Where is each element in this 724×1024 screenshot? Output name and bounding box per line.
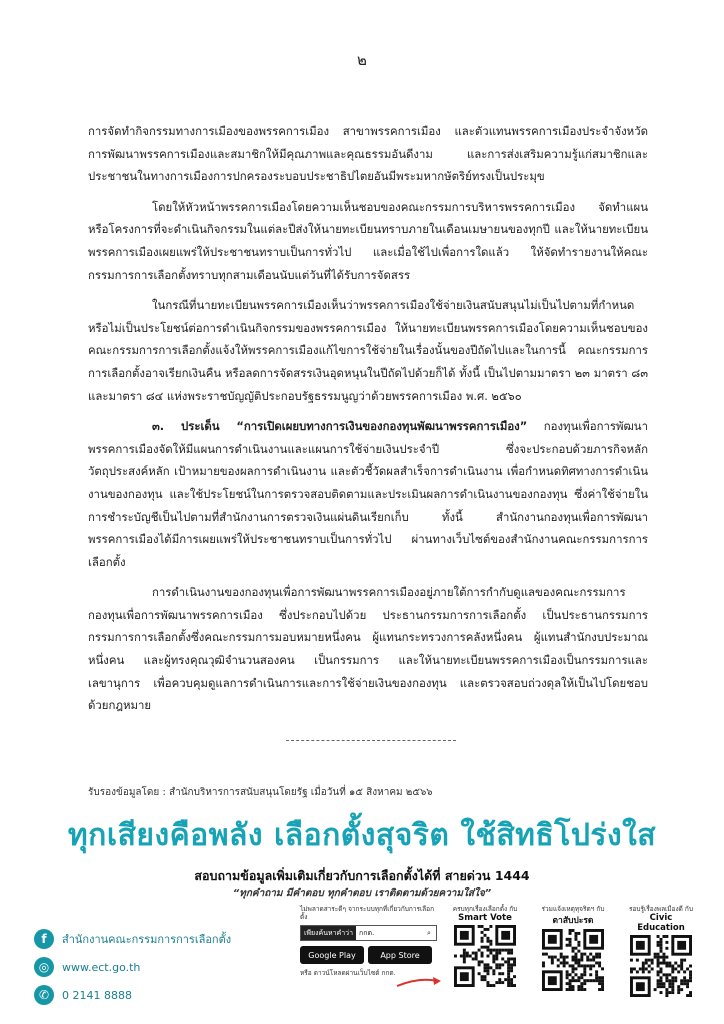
paragraph-2: โดยให้หัวหน้าพรรคการเมืองโดยความเห็นชอบของคณะกรรมการบริหารพรรคการเมือง จัดทำแผนหรือโครงการที่จะดำเนินกิจกรรมในแต่ละปีส่งให้นายทะเบียนทราบภายในเดือนเมษายนของทุกปี และให้นายทะเบียนพรรคการเมืองเผยแพร่ให้ประชาชนทราบเป็นการทั่วไป และเมื่อใช้ไปเพื่อการใดแล้ว ให้จัดทำรายงานให้คณะกรรมการการเลือกตั้งทราบทุกสามเดือนนับแต่วันที่ได้รับการจัดสรร [88, 199, 648, 282]
app-search-value: กกต. [359, 928, 375, 937]
section-heading: ๓. ประเด็น “การเปิดเผยบทางการเงินของกองทุนพัฒนาพรรคการเมือง” [152, 419, 528, 434]
tagline-text: “ทุกคำถาม มีคำตอบ ทุกคำตอบ เราติดตามด้วยความใส่ใจ” [232, 888, 492, 899]
section-divider [286, 740, 456, 741]
paragraph-4 [88, 415, 648, 573]
app-store-badge[interactable]: App Store [368, 946, 432, 964]
app-download-box [300, 905, 440, 978]
contact-facebook-text: สำนักงานคณะกรรมการการเลือกตั้ง [62, 933, 232, 946]
qr-code-icon[interactable] [630, 935, 692, 997]
download-note: หรือ ดาวน์โหลดผ่านเว็บไซต์ กกต. [300, 969, 396, 977]
globe-icon: ◎ [34, 957, 54, 977]
paragraph-5: การดำเนินงานของกองทุนเพื่อการพัฒนาพรรคการเมืองอยู่ภายใต้การกำกับดูแลของคณะกรรมการกองทุนเพื่อการพัฒนาพรรคการเมือง ซึ่งประกอบไปด้วย ประธานกรรมการการเลือกตั้ง เป็นประธานกรรมการ กรรมการการเลือกตั้งซึ่งคณะกรรมการมอบหมายหนึ่งคน ผู้แทนกระทรวงการคลังหนึ่งคน ผู้แทนสำนักงบประมาณหนึ่งคน และผู้ทรงคุณวุฒิจำนวนสองคน เป็นกรรมการ และให้นายทะเบียนพรรคการเมืองเป็นกรรมการและเลขานุการ เพื่อควบคุมดูแลการดำเนินการและการใช้จ่ายเงินของกองทุน และตรวจสอบถ่วงดุลให้เป็นไปโดยชอบด้วยกฎหมาย [88, 585, 648, 713]
contact-facebook[interactable] [34, 926, 231, 952]
paragraph-4-text: กองทุนเพื่อการพัฒนาพรรคการเมืองจัดให้มีแผนการดำเนินงานและแผนการใช้จ่ายเงินประจำปี ซึ่งจะประกอบด้วยภารกิจหลัก วัตถุประสงค์หลัก เป้าหมายของผลการดำเนินงาน และตัวชี้วัดผลสำเร็จการดำเนินงาน เพื่อกำหนดทิศทางการดำเนินงานของกองทุน และใช้ประโยชน์ในการตรวจสอบติดตามและประเมินผลการดำเนินงานของกองทุน ซึ่งค่าใช้จ่ายในการชำระบัญชีเป็นไปตามที่สำนักงานการตรวจเงินแผ่นดินเรียกเก็บ ทั้งนี้ สำนักงานกองทุนเพื่อการพัฒนาพรรคการเมืองได้มีการเผยแพร่ให้ประชาชนทราบเป็นการทั่วไป ผ่านทางเว็บไซต์ของสำนักงานคณะกรรมการการเลือกตั้ง [88, 419, 648, 569]
qr-smart-vote [450, 905, 520, 991]
phone-icon: ✆ [34, 985, 54, 1005]
campaign-slogan: ทุกเสียงคือพลัง เลือกตั้งสุจริต ใช้สิทธิโปร่งใส [67, 818, 657, 853]
qr-title: ตาสับปะรด [552, 916, 594, 926]
qr-code-icon[interactable] [542, 929, 604, 991]
hotline-text: สอบถามข้อมูลเพิ่มเติมเกี่ยวกับการเลือกตั้งได้ที่ สายด่วน 1444 [194, 868, 530, 883]
store-badges [300, 946, 440, 964]
source-note: รับรองข้อมูลโดย : สำนักบริหารการสนับสนุนโดยรัฐ เมื่อวันที่ ๑๕ สิงหาคม ๒๕๖๖ [88, 787, 433, 798]
app-search-label: เพียงค้นหาคำว่า [301, 926, 356, 940]
arrow-icon [395, 975, 445, 989]
qr-caption: ครบทุกเรื่องเลือกตั้ง กับ [452, 905, 518, 913]
qr-title: Civic Education [637, 913, 685, 933]
google-play-badge[interactable]: Google Play [300, 946, 364, 964]
qr-caption: ร่วมแจ้งเหตุทุจริตฯ กับ [541, 905, 605, 913]
qr-civic-education [626, 905, 696, 1001]
app-search-box [300, 925, 437, 941]
qr-code-icon[interactable] [454, 925, 516, 987]
contact-website-text: www.ect.go.th [62, 960, 141, 974]
page-number: ๒ [357, 51, 367, 69]
app-caption: ไม่พลาดสาระดีๆ จากระบบทุกที่เกี่ยวกับการเลือกตั้ง [300, 905, 435, 921]
paragraph-3: ในกรณีที่นายทะเบียนพรรคการเมืองเห็นว่าพรรคการเมืองใช้จ่ายเงินสนับสนุนไม่เป็นไปตามที่กำหนด หรือไม่เป็นประโยชน์ต่อการดำเนินกิจกรรมของพรรคการเมือง ให้นายทะเบียนพรรคการเมืองโดยความเห็นชอบของคณะกรรมการการเลือกตั้งแจ้งให้พรรคการเมืองแก้ไขการใช้จ่ายในเรื่องนั้นของปีถัดไปและในการนี้ คณะกรรมการการเลือกตั้งอาจเรียกเงินคืน หรือลดการจัดสรรเงินอุดหนุนในปีถัดไปด้วยก็ได้ ทั้งนี้ เป็นไปตามมาตรา ๒๓ มาตรา ๘๓ และมาตรา ๘๔ แห่งพระราชบัญญัติประกอบรัฐธรรมนูญว่าด้วยพรรคการเมือง พ.ศ. ๒๕๖๐ [88, 298, 648, 403]
contact-website[interactable] [34, 954, 140, 980]
qr-caption: รอบรู้เรื่องพลเมืองดี กับ [628, 905, 693, 913]
contact-phone[interactable] [34, 982, 132, 1008]
contact-phone-text: 0 2141 8888 [62, 988, 132, 1002]
facebook-icon: f [34, 929, 54, 949]
document-body [88, 120, 648, 725]
search-icon: ⌕ [427, 928, 431, 937]
qr-ta-sapparot [538, 905, 608, 995]
qr-title: Smart Vote [458, 913, 512, 923]
paragraph-1: การจัดทำกิจกรรมทางการเมืองของพรรคการเมือง สาขาพรรคการเมือง และตัวแทนพรรคการเมืองประจำจังหวัด การพัฒนาพรรคการเมืองและสมาชิกให้มีคุณภาพและคุณธรรมอันดีงาม และการส่งเสริมความรู้แก่สมาชิกและประชาชนในทางการเมืองการปกครองระบอบประชาธิปไตยอันมีพระมหากษัตริย์ทรงเป็นประมุข [88, 124, 648, 184]
